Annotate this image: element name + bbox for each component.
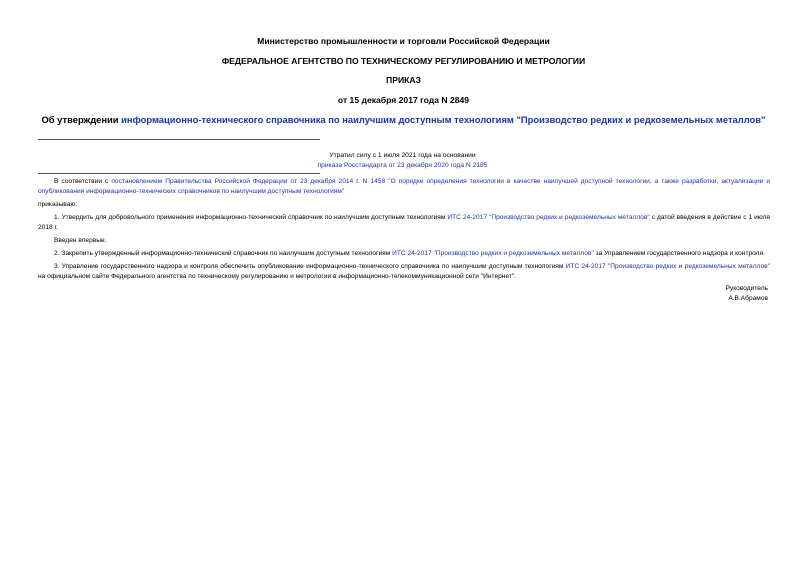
repeal-note (160, 151, 645, 171)
item-2-text-a: 2. Закрепить утвержденный информационно-технический справочник по наилучшим доступным технологиям (54, 249, 393, 257)
doc-title-link[interactable]: информационно-технического справочника по наилучшим доступным технологиям "Производство редких и редкоземельных металлов" (121, 114, 766, 125)
signatory-role: Руководитель (725, 285, 768, 292)
preamble-text: В соответствии с (54, 178, 112, 185)
doc-type: ПРИКАЗ (386, 75, 421, 85)
repeal-order-link[interactable]: приказа Росстандарта от 23 декабря 2020 года N 2185 (317, 162, 488, 169)
item-2-its-link[interactable]: ИТС 24-2017 "Производство редких и редкоземельных металлов" (392, 249, 594, 257)
item-1 (38, 213, 770, 232)
signature-block (726, 284, 768, 303)
note-divider (38, 173, 320, 174)
repeal-note-text: Утратил силу с 1 июля 2021 года на основании (329, 152, 476, 159)
agency-header: ФЕДЕРАЛЬНОЕ АГЕНТСТВО ПО ТЕХНИЧЕСКОМУ РЕГУЛИРОВАНИЮ И МЕТРОЛОГИИ (221, 56, 586, 66)
item-3-text-b: на официальном сайте Федерального агентства по техническому регулированию и метрологии в информационно-телекоммуникационной сети "Интернет". (38, 272, 517, 280)
doc-date-number: от 15 декабря 2017 года N 2849 (337, 95, 470, 105)
doc-title-prefix: Об утверждении (41, 114, 122, 125)
item-1-its-link[interactable]: ИТС 24-2017 "Производство редких и редкоземельных металлов" (447, 213, 650, 221)
item-1-text-a: 1. Утвердить для добровольного применения информационно-технический справочник по наилучшим доступным технологиям (54, 213, 448, 221)
item-1-text-b: с датой введения в действие с 1 июля 2018 г. (38, 213, 770, 231)
item-2 (38, 249, 770, 259)
government-decree-link[interactable]: постановлением Правительства Российской Федерации от 23 декабря 2014 г. N 1458 "О порядке определения технологии в качестве наилучшей доступной технологии, а также разработки, актуализации и опубликования информационно-технических справочников по наилучшим доступным технологиям" (38, 178, 771, 195)
item-2-text-b: за Управлением государственного надзора и контроля. (593, 249, 765, 257)
item-3-text-a: 3. Управление государственного надзора и контроля обеспечить опубликование информационно-технического справочника по наилучшим доступным технологиям (54, 263, 566, 271)
document-body (38, 177, 770, 285)
ordered-line: приказываю: (38, 200, 78, 208)
ministry-header: Министерство промышленности и торговли Российской Федерации (257, 36, 550, 46)
doc-title (0, 114, 807, 125)
item-3 (38, 262, 770, 281)
top-divider (38, 139, 320, 140)
signatory-name: А.В.Абрамов (728, 294, 768, 302)
preamble-paragraph (38, 177, 770, 196)
item-3-its-link[interactable]: ИТС 24-2017 "Производство редких и редкоземельных металлов" (565, 263, 770, 271)
first-intro-line: Введен впервые. (54, 236, 107, 244)
